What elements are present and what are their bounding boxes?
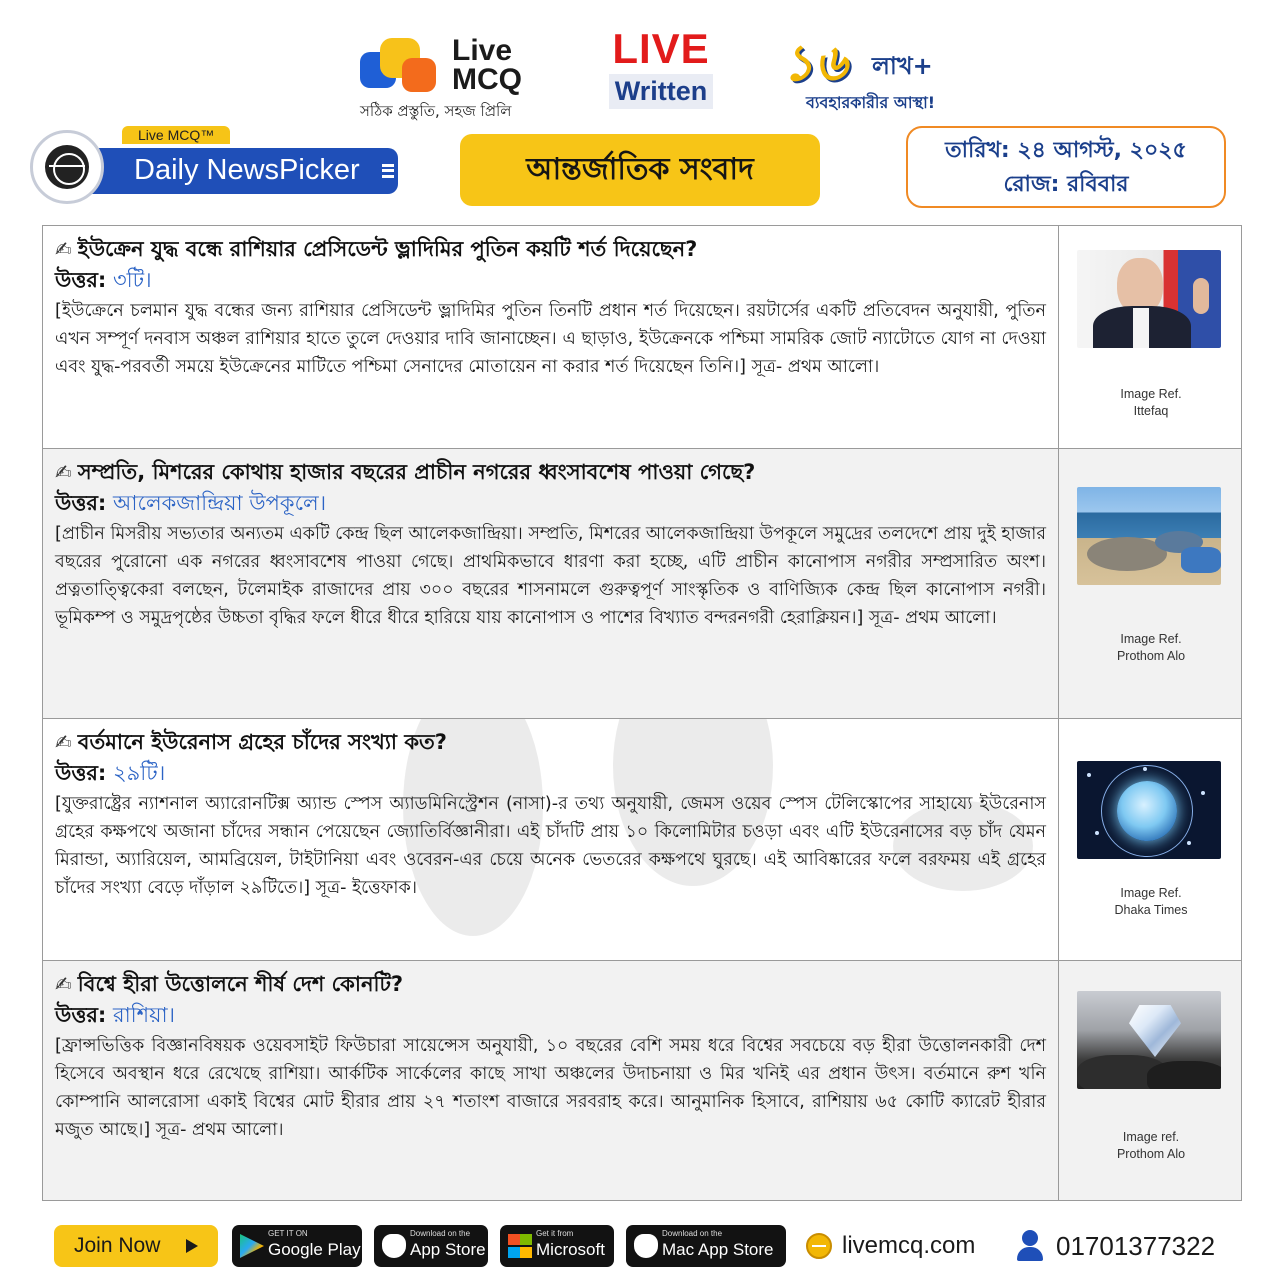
- date-line: তারিখ: ২৪ আগস্ট, ২০২৫: [945, 138, 1187, 163]
- phone-number: 01701377322: [1056, 1231, 1216, 1261]
- play-arrow-icon: [186, 1239, 198, 1253]
- answer-value: ২৯টি।: [113, 761, 166, 785]
- putin-photo: [1077, 250, 1221, 348]
- uranus-photo: [1077, 761, 1221, 859]
- written-label: Written: [609, 74, 714, 109]
- logo-text-mcq: MCQ: [452, 63, 522, 96]
- answer-line: [55, 1000, 1046, 1030]
- image-ref-source: Ittefaq: [1133, 404, 1169, 418]
- explanation-text: [ইউক্রেনে চলমান যুদ্ধ বন্ধের জন্য রাশিয়ার প্রেসিডেন্ট ভ্লাদিমির পুতিন তিনটি প্রধান শর্ত দিয়েছেন। রয়টার্সের একটি প্রতিবেদন অনুযায়ী, পুতিন এখন সম্পূর্ণ দনবাস অঞ্চল রাশিয়ার হাতে তুলে দেওয়ার দাবি জানাচ্ছেন। এ ছাড়াও, ইউক্রেনকে পশ্চিমা সামরিক জোট ন্যাটোতে যোগ না দেওয়া এবং যুদ্ধ-পরবর্তী সময়ে ইউক্রেনের মাটিতে পশ্চিমা সেনাদের মোতায়েন না করার শর্ত দিয়েছেন তিনি।] সূত্র- প্রথম আলো।: [55, 301, 1046, 377]
- answer-line: [55, 488, 1046, 518]
- image-ref-source: Prothom Alo: [1116, 649, 1186, 663]
- writing-hand-icon: ✍: [55, 460, 72, 484]
- live-written-badge: [608, 26, 714, 116]
- daily-newspicker-badge: [26, 126, 398, 206]
- apple-icon: [382, 1234, 406, 1258]
- image-ref: [1061, 885, 1241, 919]
- website-text: livemcq.com: [842, 1232, 976, 1259]
- diamond-photo: [1077, 991, 1221, 1089]
- globe-icon: [806, 1233, 832, 1259]
- microsoft-store-button[interactable]: [500, 1225, 614, 1267]
- google-play-icon: [240, 1234, 264, 1258]
- globe-news-icon: [30, 130, 104, 204]
- answer-line: [55, 758, 1046, 788]
- logo-tagline: সঠিক প্রস্তুতি, সহজ প্রিলি: [360, 102, 512, 120]
- news-text-cell: [43, 719, 1059, 960]
- news-item: [43, 226, 1241, 449]
- users-caption: ব্যবহারকারীর আস্থা!: [806, 93, 936, 112]
- explanation-text: [ফ্রান্সভিত্তিক বিজ্ঞানবিষয়ক ওয়েবসাইট ফিউচারা সায়েন্সেস অনুযায়ী, ১০ বছরের বেশি সময় ধরে বিশ্বের সবচেয়ে বড় হীরা উত্তোলনকারী দেশ হিসেবে অবস্থান ধরে রেখেছে রাশিয়া। আর্কটিক সার্কেলের কাছে সাখা অঞ্চলের উদাচনায়া ও মির খনিই এর প্রধান উৎস। বর্তমানে রুশ খনি কোম্পানি আলরোসা একাই বিশ্বের মোট হীরার প্রায় ২৭ শতাংশ বাজারে সরবরাহ করে। আনুমানিক হিসাবে, রাশিয়ায় ৬৫ কোটি ক্যারেট হীরার মজুত আছে।] সূত্র- প্রথম আলো।: [55, 1036, 1046, 1140]
- website-link[interactable]: [806, 1226, 975, 1266]
- answer-line: [55, 265, 1046, 295]
- livemcq-logo[interactable]: [358, 28, 548, 128]
- news-image-cell: [1061, 449, 1241, 718]
- phone-contact[interactable]: [1014, 1226, 1215, 1266]
- newspicker-bar: [86, 148, 398, 194]
- store-small-text: Get it from: [536, 1229, 574, 1238]
- writing-hand-icon: ✍: [55, 972, 72, 996]
- question-title: [55, 234, 1046, 264]
- users-count: ১৬: [782, 34, 847, 92]
- question-text: ইউক্রেন যুদ্ধ বন্ধে রাশিয়ার প্রেসিডেন্ট ভ্লাদিমির পুতিন কয়টি শর্ত দিয়েছেন?: [77, 237, 698, 261]
- footer: [0, 1220, 1280, 1270]
- users-badge: [782, 26, 962, 116]
- image-ref-label: Image Ref.: [1120, 886, 1182, 900]
- livemcq-logo-icon: [360, 36, 440, 96]
- news-image-cell: [1061, 961, 1241, 1201]
- mac-app-store-button[interactable]: [626, 1225, 786, 1267]
- news-image-cell: [1061, 226, 1241, 448]
- news-table: [42, 225, 1242, 1201]
- answer-label: উত্তর:: [55, 491, 107, 515]
- store-name: Microsoft: [536, 1240, 605, 1259]
- image-ref: [1061, 1129, 1241, 1163]
- store-name: App Store: [410, 1240, 486, 1259]
- apple-icon: [634, 1234, 658, 1258]
- explanation-text: [প্রাচীন মিসরীয় সভ্যতার অন্যতম একটি কেন্দ্র ছিল আলেকজান্দ্রিয়া। সম্প্রতি, মিশরের আলেকজান্দ্রিয়া উপকূলে সমুদ্রের তলদেশে প্রায় দুই হাজার বছরের পুরোনো এক নগরের ধ্বংসাবশেষ পাওয়া গেছে। প্রাথমিকভাবে ধারণা করা হচ্ছে, এটি প্রাচীন কানোপাস নগরীর সম্প্রসারিত অংশ। প্রত্নতাত্ত্বিকেরা বলছেন, টলেমাইক রাজাদের প্রায় ৩০০ বছরের শাসনামলে গুরুত্বপূর্ণ সাংস্কৃতিক ও বাণিজ্যিক কেন্দ্র ছিল কানোপাস নগরী। ভূমিকম্প ও সমুদ্রপৃষ্ঠের উচ্চতা বৃদ্ধির ফলে ধীরে ধীরে হারিয়ে যায় কানোপাস ও পাশের বিখ্যাত বন্দরনগরী হেরাক্লিয়ন।] সূত্র- প্রথম আলো।: [55, 524, 1046, 628]
- newspicker-tab: Live MCQ™: [122, 126, 230, 144]
- news-text-cell: [43, 449, 1059, 718]
- question-text: বর্তমানে ইউরেনাস গ্রহের চাঁদের সংখ্যা কত?: [77, 730, 447, 754]
- answer-value: আলেকজান্দ্রিয়া উপকূলে।: [113, 491, 327, 515]
- support-agent-icon: [1014, 1230, 1046, 1262]
- news-image-cell: [1061, 719, 1241, 960]
- live-label: LIVE: [612, 25, 710, 72]
- day-line: রোজ: রবিবার: [1003, 172, 1129, 197]
- microsoft-icon: [508, 1234, 532, 1258]
- logo-text-live: Live: [452, 34, 513, 67]
- store-name: Mac App Store: [662, 1240, 774, 1259]
- image-ref-source: Prothom Alo: [1116, 1147, 1186, 1161]
- news-item: [43, 961, 1241, 1201]
- store-name: Google Play: [268, 1240, 361, 1259]
- image-ref: [1061, 386, 1241, 420]
- writing-hand-icon: ✍: [55, 730, 72, 754]
- question-text: সম্প্রতি, মিশরের কোথায় হাজার বছরের প্রাচীন নগরের ধ্বংসাবশেষ পাওয়া গেছে?: [77, 460, 756, 484]
- writing-hand-icon: ✍: [55, 237, 72, 261]
- date-box: [906, 126, 1226, 208]
- store-small-text: Download on the: [662, 1229, 723, 1238]
- brand-row: [0, 22, 1280, 122]
- google-play-button[interactable]: [232, 1225, 362, 1267]
- answer-label: উত্তর:: [55, 761, 107, 785]
- store-small-text: Download on the: [410, 1229, 471, 1238]
- image-ref-label: Image Ref.: [1120, 387, 1182, 401]
- news-item: [43, 719, 1241, 961]
- app-store-button[interactable]: [374, 1225, 488, 1267]
- logo-wordmark: [452, 36, 522, 94]
- ruins-photo: [1077, 487, 1221, 585]
- answer-label: উত্তর:: [55, 1003, 107, 1027]
- image-ref: [1061, 631, 1241, 665]
- news-text-cell: [43, 226, 1059, 448]
- question-title: [55, 969, 1046, 999]
- answer-value: ৩টি।: [113, 268, 152, 292]
- image-ref-source: Dhaka Times: [1114, 903, 1188, 917]
- join-now-label: Join Now: [74, 1234, 161, 1257]
- lines-icon: [382, 164, 394, 178]
- image-ref-label: Image ref.: [1122, 1130, 1180, 1144]
- answer-label: উত্তর:: [55, 268, 107, 292]
- news-item: [43, 449, 1241, 719]
- answer-value: রাশিয়া।: [113, 1003, 176, 1027]
- image-ref-label: Image Ref.: [1120, 632, 1182, 646]
- question-title: [55, 457, 1046, 487]
- category-title: আন্তর্জাতিক সংবাদ: [460, 134, 820, 206]
- question-title: [55, 727, 1046, 757]
- join-now-button[interactable]: [54, 1225, 218, 1267]
- newspicker-title: Daily NewsPicker: [134, 154, 360, 186]
- news-text-cell: [43, 961, 1059, 1201]
- users-unit: লাখ+: [872, 52, 933, 80]
- question-text: বিশ্বে হীরা উত্তোলনে শীর্ষ দেশ কোনটি?: [77, 972, 404, 996]
- store-small-text: GET IT ON: [268, 1229, 308, 1238]
- explanation-text: [যুক্তরাষ্ট্রের ন্যাশনাল অ্যারোনটিক্স অ্যান্ড স্পেস অ্যাডমিনিস্ট্রেশন (নাসা)-র তথ্য অনুযায়ী, জেমস ওয়েব স্পেস টেলিস্কোপের সাহায্যে ইউরেনাস গ্রহের কক্ষপথে অজানা চাঁদের সন্ধান পেয়েছেন জ্যোতির্বিজ্ঞানীরা। এই চাঁদটি প্রায় ১০ কিলোমিটার চওড়া এবং এটি ইউরেনাসের বড় চাঁদ যেমন মিরান্ডা, অ্যারিয়েল, আমব্রিয়েল, টাইটানিয়া এবং ওবেরন-এর চেয়ে অনেক ভেতরের কক্ষপথে ঘুরছে। এই আবিষ্কারের ফলে বরফময় এই গ্রহের চাঁদের সংখ্যা বেড়ে দাঁড়াল ২৯টিতে।] সূত্র- ইত্তেফাক।: [55, 794, 1046, 898]
